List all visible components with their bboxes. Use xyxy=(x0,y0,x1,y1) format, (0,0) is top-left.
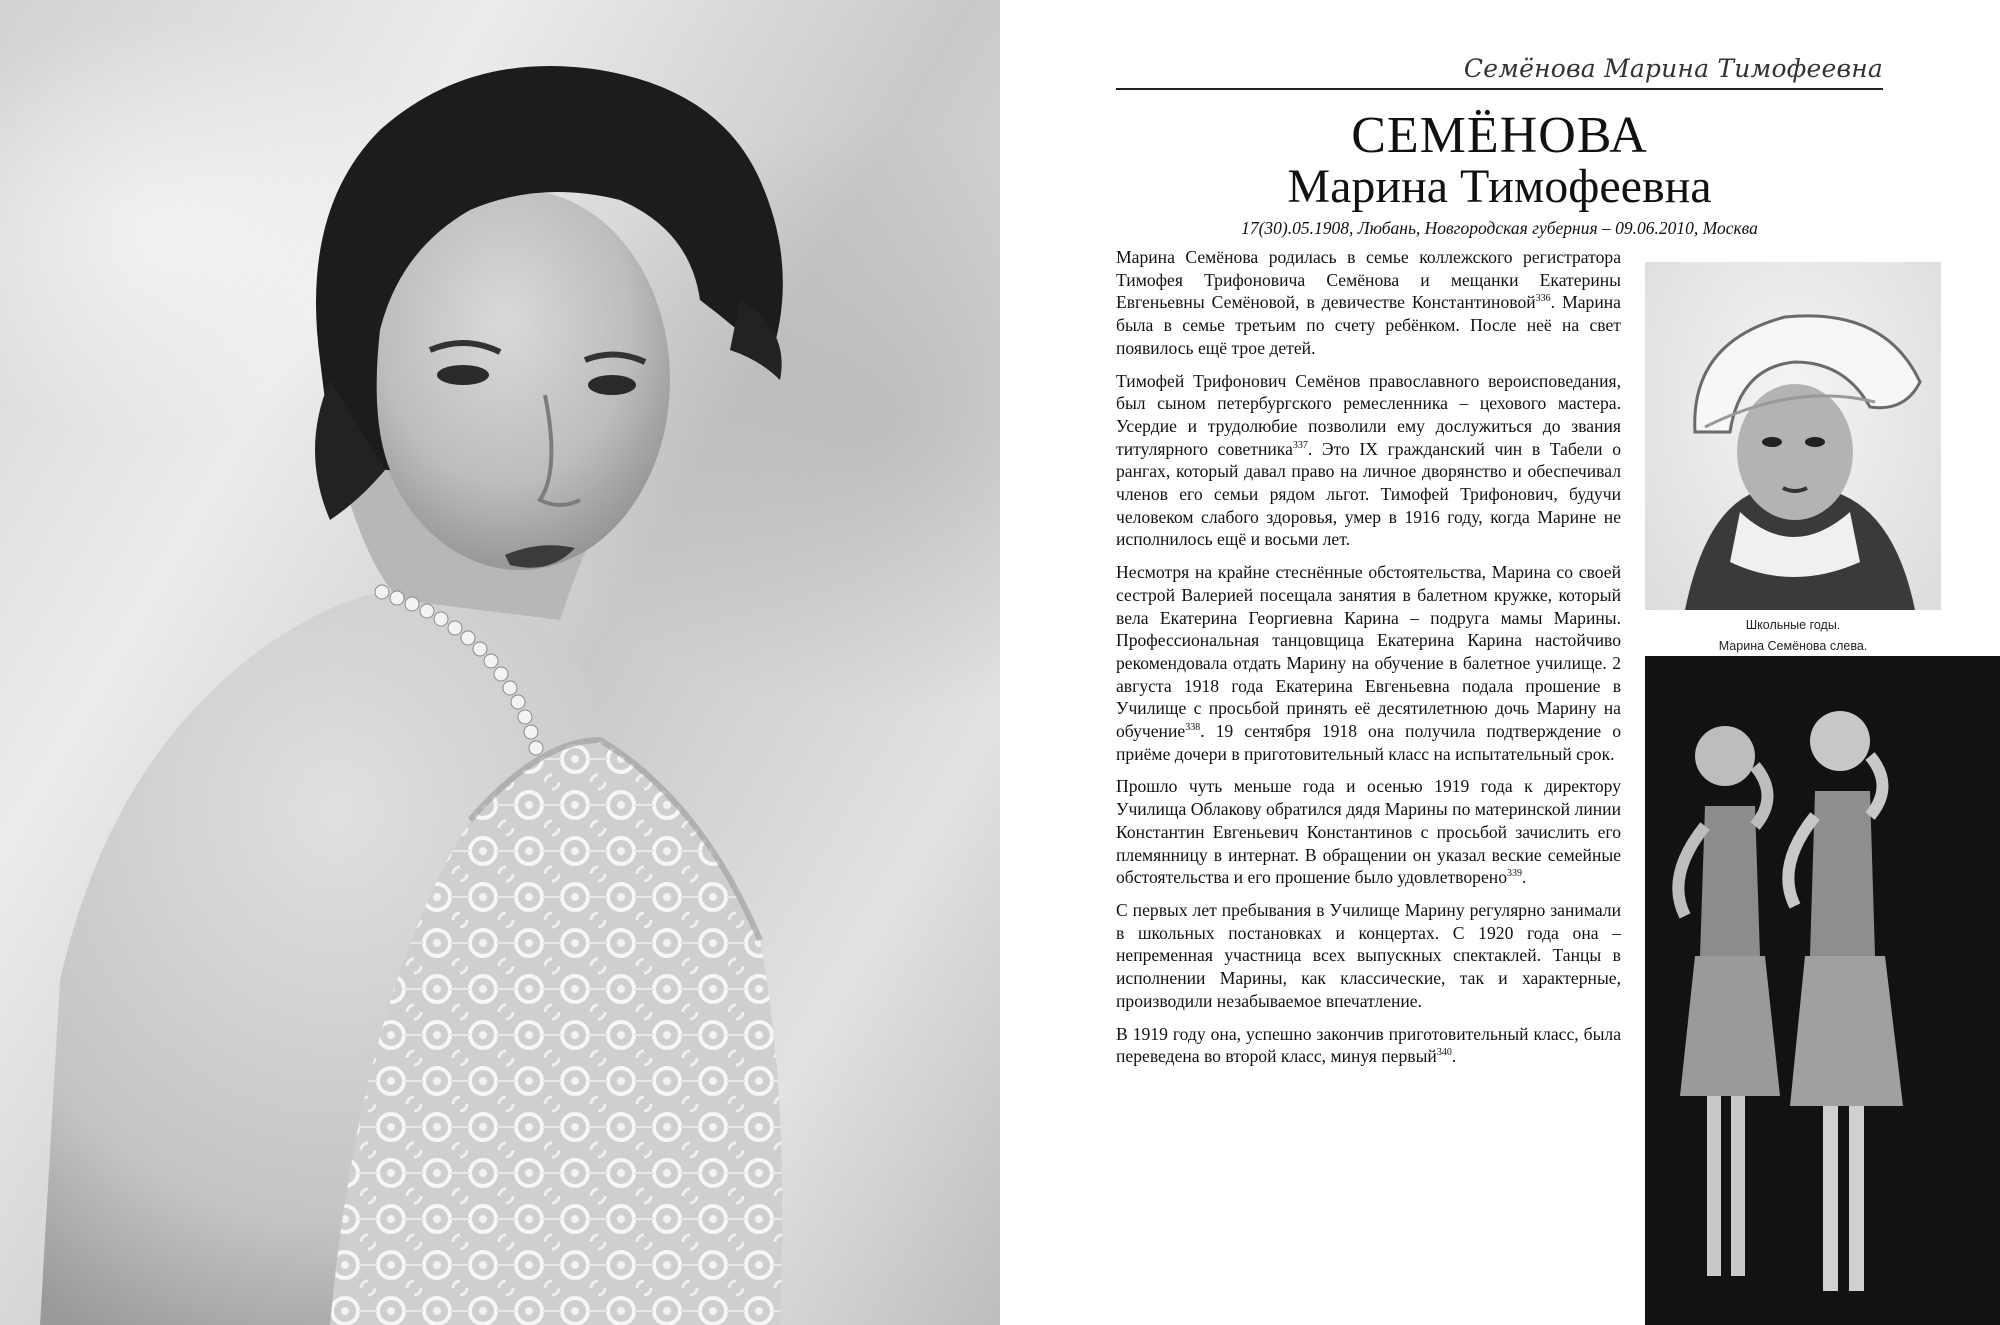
footnote-ref: 338 xyxy=(1185,722,1201,734)
text-page xyxy=(1000,0,2000,1325)
footnote-ref: 337 xyxy=(1292,439,1308,451)
photo-school-years xyxy=(1645,262,1941,610)
footnote-ref: 340 xyxy=(1436,1047,1452,1059)
running-head: Семёнова Марина Тимофеевна xyxy=(1463,54,1883,83)
header-rule xyxy=(1116,88,1883,90)
paragraph: В 1919 году она, успешно закончив приготовительный класс, была переведена во второй класс, минуя первый$^{340}$. xyxy=(1116,1023,1621,1067)
photo-dancers xyxy=(1645,656,2000,1325)
title-name: Марина Тимофеевна xyxy=(1287,160,1712,213)
title-surname: СЕМЁНОВА xyxy=(1351,107,1648,164)
footnote-ref: 339 xyxy=(1507,868,1522,880)
caption-line-2: Марина Семёнова слева. xyxy=(1718,639,1868,653)
paragraph: Тимофей Трифонович Семёнов православного вероисповедания, был сыном петербургского ремесленника – цехового мастера. Усердие и трудолюбие позволили ему дослужиться до звания титулярного советника$^{337}$. Это IX гражданский чин в Табели о рангах, который давал право на личное дворянство и обеспечивал членов его семьи рядом льгот. Тимофей Трифонович, будучи человеком слабого здоровья, умер в 1916 году, когда Марине не исполнилось ещё и восьми лет. xyxy=(1116,370,1621,550)
paragraph: Прошло чуть меньше года и осенью 1919 года к директору Училища Облакову обратился дядя Марины по материнской линии Константин Евгеньевич Константинов с просьбой зачислить его племянницу в интернат. В обращении он указал веские семейные обстоятельства и его прошение было удовлетворено$^{339}$. xyxy=(1116,776,1621,888)
dancers-illustration xyxy=(1645,656,2000,1325)
paragraph: Марина Семёнова родилась в семье коллежского регистратора Тимофея Трифоновича Семёнова и мещанки Екатерины Евгеньевны Семёновой, в девичестве Константиновой$^{336}$. Марина была в семье третьим по счету ребёнком. После неё на свет появилось ещё трое детей. xyxy=(1116,247,1621,358)
paragraph: С первых лет пребывания в Училище Марину регулярно занимали в школьных постановках и концертах. С 1920 года она – непременная участница всех выпускных спектаклей. Танцы в исполнении Марины, как классические, так и характерные, производили незабываемое впечатление. xyxy=(1116,899,1621,1011)
caption-line-1: Школьные годы. xyxy=(1745,618,1841,632)
footnote-ref: 336 xyxy=(1535,293,1551,305)
life-dates: 17(30).05.1908, Любань, Новгородская губерния – 09.06.2010, Москва xyxy=(1241,218,1758,238)
paragraph: Несмотря на крайне стеснённые обстоятельства, Марина со своей сестрой Валерией посещала занятия в балетном кружке, который вела Екатерина Георгиевна Карина – подруга мамы Марины. Профессиональная танцовщица Екатерина Карина настойчиво рекомендовала отдать Марину на обучение в балетное училище. 2 августа 1918 года Екатерина Евгеньевна подала прошение в Училище с просьбой принять её десятилетнюю дочь Марину на обучение$^{338}$. 19 сентября 1918 она получила подтверждение о приёме дочери в приготовительный класс на испытательный срок. xyxy=(1116,562,1621,764)
article-body xyxy=(1116,246,1621,1078)
hat-portrait-illustration xyxy=(1645,262,1941,610)
